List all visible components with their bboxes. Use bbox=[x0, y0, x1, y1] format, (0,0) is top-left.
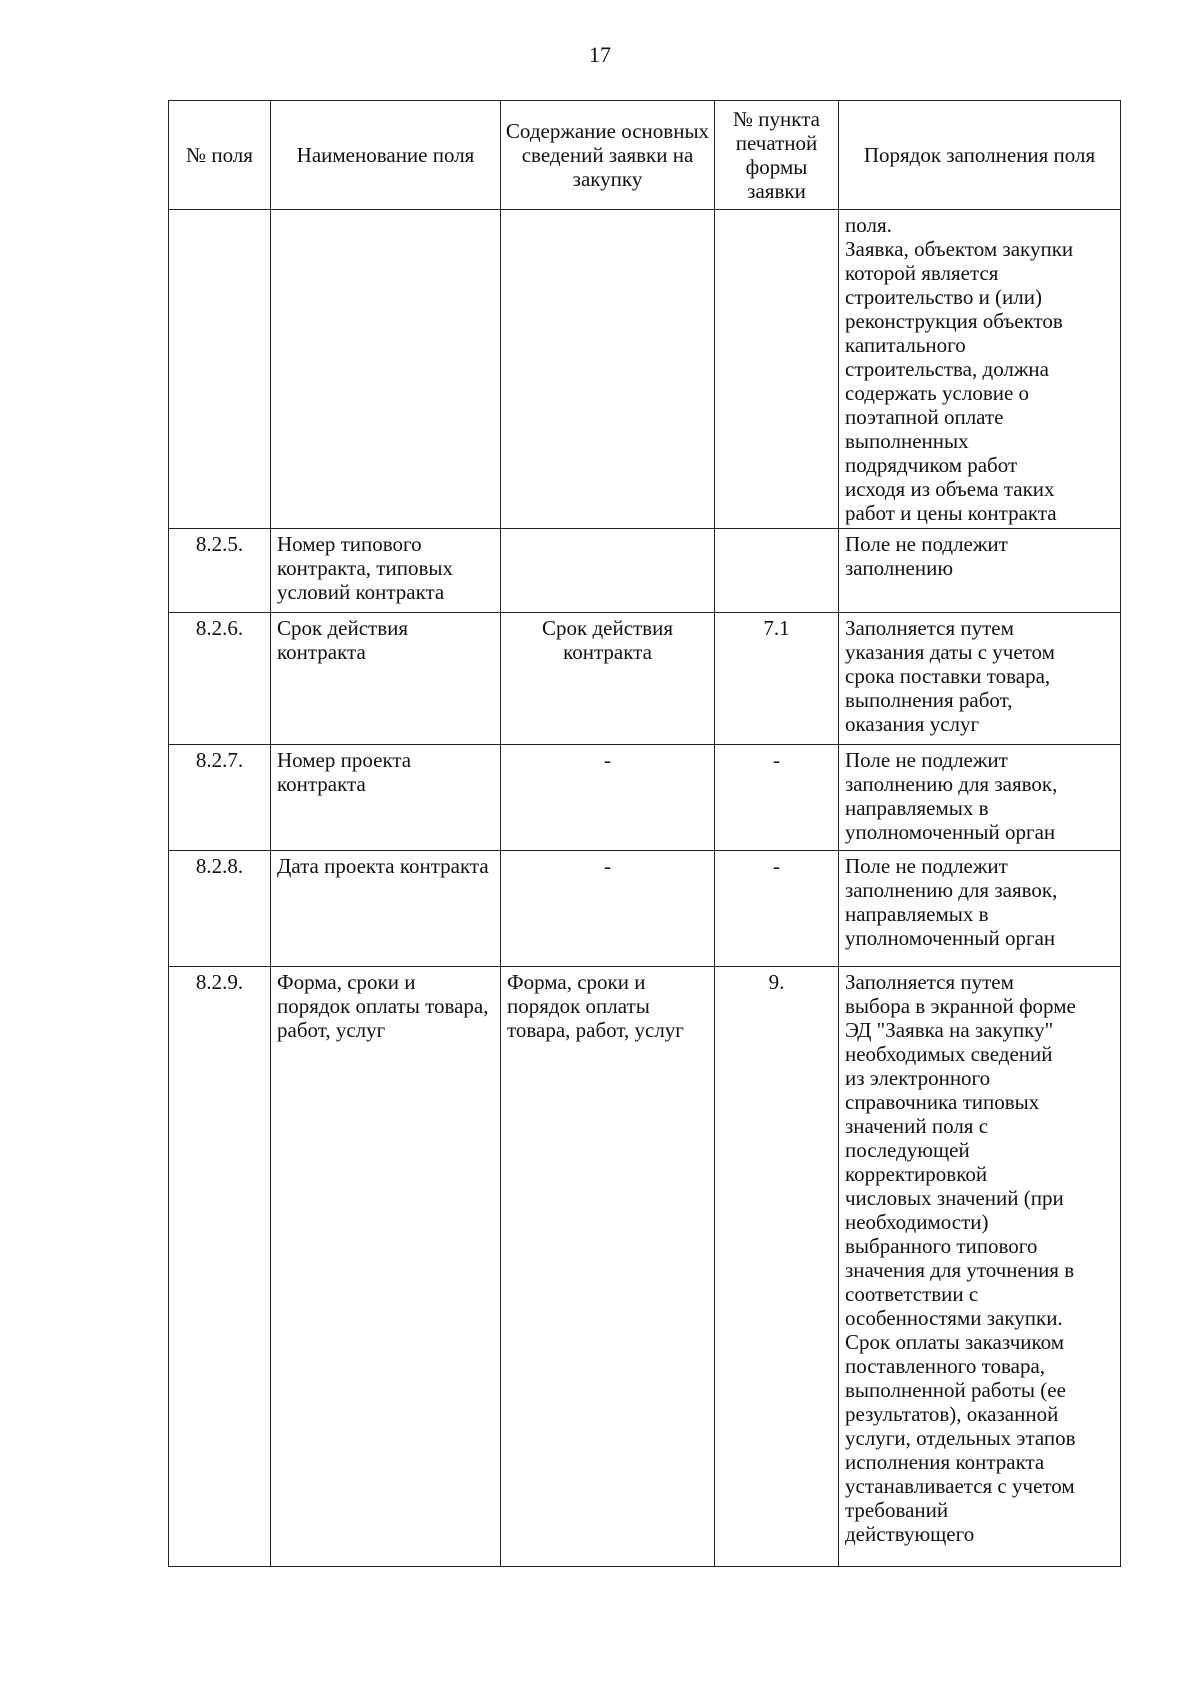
cell-content: Форма, сроки и порядок оплаты товара, работ, услуг bbox=[501, 967, 715, 1567]
procedure-line: значения для уточнения в bbox=[845, 1258, 1075, 1282]
header-procedure: Порядок заполнения поля bbox=[839, 101, 1121, 210]
table-row bbox=[169, 745, 1121, 851]
fields-table bbox=[168, 100, 1121, 1567]
cell-field-no bbox=[169, 210, 271, 529]
cell-content: Срок действия контракта bbox=[501, 613, 715, 745]
procedure-line: необходимых сведений bbox=[845, 1042, 1053, 1066]
header-field-name: Наименование поля bbox=[271, 101, 501, 210]
header-content: Содержание основных сведений заявки на закупку bbox=[501, 101, 715, 210]
procedure-line: оказания услуг bbox=[845, 712, 980, 736]
procedure-line: капитального bbox=[845, 333, 966, 357]
procedure-line: уполномоченный орган bbox=[845, 926, 1056, 950]
procedure-line: подрядчиком работ bbox=[845, 453, 1018, 477]
cell-field-no: 8.2.8. bbox=[169, 851, 271, 967]
cell-procedure bbox=[839, 745, 1121, 851]
procedure-line: значений поля с bbox=[845, 1114, 989, 1138]
cell-procedure bbox=[839, 613, 1121, 745]
procedure-line: содержать условие о bbox=[845, 381, 1030, 405]
procedure-line: Поле не подлежит bbox=[845, 532, 1008, 556]
cell-field-name: Номер проекта контракта bbox=[271, 745, 501, 851]
table-header bbox=[169, 101, 1121, 210]
procedure-line: реконструкция объектов bbox=[845, 309, 1063, 333]
procedure-line: Срок оплаты заказчиком bbox=[845, 1330, 1065, 1354]
header-field-no: № поля bbox=[169, 101, 271, 210]
procedure-line: срока поставки товара, bbox=[845, 664, 1051, 688]
cell-field-name: Дата проекта контракта bbox=[271, 851, 501, 967]
procedure-line: справочника типовых bbox=[845, 1090, 1040, 1114]
cell-content: - bbox=[501, 745, 715, 851]
procedure-line: поэтапной оплате bbox=[845, 405, 1004, 429]
cell-field-no: 8.2.7. bbox=[169, 745, 271, 851]
procedure-line: из электронного bbox=[845, 1066, 991, 1090]
procedure-line: направляемых в bbox=[845, 796, 989, 820]
procedure-line: действующего bbox=[845, 1522, 975, 1546]
procedure-line: Поле не подлежит bbox=[845, 748, 1008, 772]
procedure-line: указания даты с учетом bbox=[845, 640, 1055, 664]
procedure-line: ЭД "Заявка на закупку" bbox=[845, 1018, 1054, 1042]
cell-procedure bbox=[839, 529, 1121, 613]
procedure-line: Заявка, объектом закупки bbox=[845, 237, 1074, 261]
procedure-line: Заполняется путем bbox=[845, 616, 1014, 640]
procedure-line: необходимости) bbox=[845, 1210, 989, 1234]
cell-procedure bbox=[839, 967, 1121, 1567]
procedure-line: особенностями закупки. bbox=[845, 1306, 1063, 1330]
cell-procedure bbox=[839, 210, 1121, 529]
cell-field-name: Номер типового контракта, типовых условий контракта bbox=[271, 529, 501, 613]
procedure-line: услуги, отдельных этапов bbox=[845, 1426, 1076, 1450]
cell-content: - bbox=[501, 851, 715, 967]
table-row bbox=[169, 613, 1121, 745]
procedure-line: которой является bbox=[845, 261, 999, 285]
procedure-line: требований bbox=[845, 1498, 949, 1522]
procedure-line: числовых значений (при bbox=[845, 1186, 1064, 1210]
procedure-line: соответствии с bbox=[845, 1282, 979, 1306]
cell-form-item bbox=[715, 210, 839, 529]
cell-field-name: Форма, сроки и порядок оплаты товара, работ, услуг bbox=[271, 967, 501, 1567]
table-row bbox=[169, 967, 1121, 1567]
procedure-line: корректировкой bbox=[845, 1162, 988, 1186]
procedure-line: работ и цены контракта bbox=[845, 501, 1057, 525]
cell-form-item: 9. bbox=[715, 967, 839, 1567]
header-form-item: № пункта печатной формы заявки bbox=[715, 101, 839, 210]
procedure-line: заполнению bbox=[845, 556, 954, 580]
procedure-line: выполнения работ, bbox=[845, 688, 1013, 712]
cell-field-no: 8.2.9. bbox=[169, 967, 271, 1567]
page-number: 17 bbox=[589, 42, 611, 67]
procedure-line: поставленного товара, bbox=[845, 1354, 1046, 1378]
procedure-line: Заполняется путем bbox=[845, 970, 1014, 994]
procedure-line: выбранного типового bbox=[845, 1234, 1038, 1258]
procedure-line: исходя из объема таких bbox=[845, 477, 1055, 501]
procedure-line: последующей bbox=[845, 1138, 970, 1162]
table-row bbox=[169, 210, 1121, 529]
procedure-line: строительства, должна bbox=[845, 357, 1049, 381]
cell-field-no: 8.2.5. bbox=[169, 529, 271, 613]
procedure-line: заполнению для заявок, bbox=[845, 878, 1058, 902]
cell-form-item: - bbox=[715, 745, 839, 851]
procedure-line: выполненных bbox=[845, 429, 969, 453]
procedure-line: устанавливается с учетом bbox=[845, 1474, 1075, 1498]
procedure-line: выполненной работы (ее bbox=[845, 1378, 1066, 1402]
cell-procedure bbox=[839, 851, 1121, 967]
procedure-line: выбора в экранной форме bbox=[845, 994, 1076, 1018]
table-row bbox=[169, 851, 1121, 967]
cell-field-name bbox=[271, 210, 501, 529]
cell-form-item: - bbox=[715, 851, 839, 967]
cell-field-no: 8.2.6. bbox=[169, 613, 271, 745]
cell-content bbox=[501, 529, 715, 613]
cell-form-item: 7.1 bbox=[715, 613, 839, 745]
procedure-line: исполнения контракта bbox=[845, 1450, 1045, 1474]
table-body bbox=[169, 210, 1121, 1567]
cell-content bbox=[501, 210, 715, 529]
procedure-line: направляемых в bbox=[845, 902, 989, 926]
procedure-line: поля. bbox=[845, 213, 892, 237]
procedure-line: строительство и (или) bbox=[845, 285, 1042, 309]
table-row bbox=[169, 529, 1121, 613]
cell-field-name: Срок действия контракта bbox=[271, 613, 501, 745]
procedure-line: результатов), оказанной bbox=[845, 1402, 1059, 1426]
procedure-line: Поле не подлежит bbox=[845, 854, 1008, 878]
cell-form-item bbox=[715, 529, 839, 613]
procedure-line: уполномоченный орган bbox=[845, 820, 1056, 844]
procedure-line: заполнению для заявок, bbox=[845, 772, 1058, 796]
